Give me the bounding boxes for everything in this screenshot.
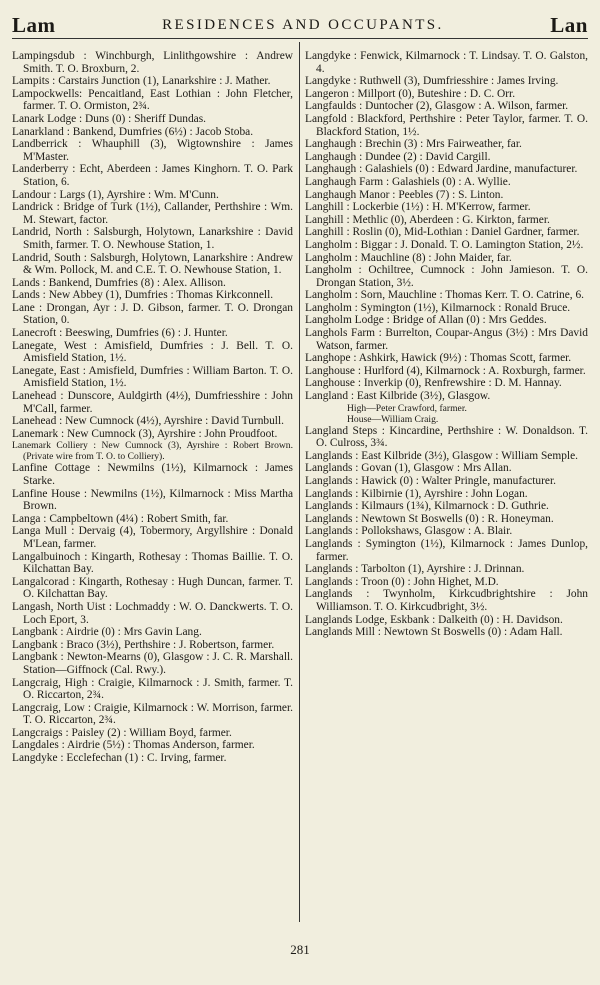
column-divider — [299, 42, 300, 922]
directory-entry: Langhouse : Hurlford (4), Kilmarnock : A. Roxburgh, farmer. — [305, 364, 586, 377]
directory-entry: Langhaugh : Dundee (2) : David Cargill. — [305, 150, 491, 163]
directory-entry: Langlands : Symington (1½), Kilmarnock : James Dunlop, farmer. — [305, 537, 588, 563]
directory-entry: Langholm : Biggar : J. Donald. T. O. Lamington Station, 2½. — [305, 238, 584, 251]
directory-entry: Langalcorad : Kingarth, Rothesay : Hugh Duncan, farmer. T. O. Kilchattan Bay. — [12, 575, 293, 601]
directory-entry: Langlands : Hawick (0) : Walter Pringle, manufacturer. — [305, 475, 556, 487]
directory-entry: Langhols Farm : Burrelton, Coupar-Angus (3½) : Mrs David Watson, farmer. — [305, 327, 588, 352]
directory-entry: Langlands Lodge, Eskbank : Dalkeith (0) : H. Davidson. — [305, 613, 563, 626]
page-number: 281 — [290, 942, 310, 957]
directory-entry: High—Peter Crawford, farmer. — [347, 402, 467, 414]
directory-entry: Langhill : Methlic (0), Aberdeen : G. Kirkton, farmer. — [305, 213, 550, 226]
directory-entry: Langbank : Braco (3½), Perthshire : J. Robertson, farmer. — [12, 638, 275, 651]
directory-entry: Langlands : Twynholm, Kirkcudbrightshire : John Williamson. T. O. Kirkcudbright, 3½. — [305, 588, 588, 613]
header-title: RESIDENCES AND OCCUPANTS. — [162, 16, 444, 33]
directory-entry: Langhill : Lockerbie (1½) : H. M'Kerrow, farmer. — [305, 201, 531, 214]
directory-entry: Lampingsdub : Winchburgh, Linlithgowshire : Andrew Smith. T. O. Broxburn, 2. — [12, 50, 293, 75]
right-column — [305, 50, 588, 932]
directory-entry: Langhaugh Farm : Galashiels (0) : A. Wyllie. — [305, 175, 511, 188]
directory-entry: Lanarkland : Bankend, Dumfries (6½) : Jacob Stoba. — [12, 125, 254, 138]
directory-entry: Langfold : Blackford, Perthshire : Peter Taylor, farmer. T. O. Blackford Station, 1½. — [305, 112, 588, 138]
directory-entry: Langcraig, High : Craigie, Kilmarnock : J. Smith, farmer. T. O. Riccarton, 2¾. — [12, 676, 293, 702]
directory-entry: Langland : East Kilbride (3½), Glasgow. — [305, 390, 491, 403]
directory-entry: Lands : New Abbey (1), Dumfries : Thomas Kirkconnell. — [12, 289, 274, 302]
directory-entry: Langholm : Sorn, Mauchline : Thomas Kerr. T. O. Catrine, 6. — [305, 289, 585, 302]
directory-entry: Langeron : Millport (0), Buteshire : D. C. Orr. — [305, 87, 516, 100]
directory-entry: Lanehead : New Cumnock (4½), Ayrshire : David Turnbull. — [12, 415, 284, 428]
directory-entry: Langdales : Airdrie (5½) : Thomas Anderson, farmer. — [12, 739, 255, 752]
directory-entry: Langholm Lodge : Bridge of Allan (0) : Mrs Geddes. — [305, 314, 547, 327]
directory-entry: Langdyke : Fenwick, Kilmarnock : T. Lindsay. T. O. Galston, 4. — [305, 50, 588, 75]
header-right-guide-word: Lan — [550, 12, 588, 37]
directory-entry: Lanecroft : Beeswing, Dumfries (6) : J. Hunter. — [12, 327, 228, 340]
directory-entry: Landrid, South : Salsburgh, Holytown, Lanarkshire : Andrew & Wm. Pollock, M. and C.E. T. O. Newhouse Station, 1. — [12, 251, 293, 277]
directory-entry: Lanemark : New Cumnock (3), Ayrshire : John Proudfoot. — [12, 427, 278, 440]
directory-entry: Lanehead : Dunscore, Auldgirth (4½), Dumfriesshire : John M'Call, farmer. — [12, 390, 293, 415]
left-column — [12, 50, 293, 932]
directory-entry: Lanfine Cottage : Newmilns (1½), Kilmarnock : James Starke. — [12, 462, 293, 487]
directory-entry: Lampits : Carstairs Junction (1), Lanarkshire : J. Mather. — [12, 75, 271, 88]
directory-entry: Lanfine House : Newmilns (1½), Kilmarnock : Miss Martha Brown. — [12, 487, 293, 513]
directory-entry: Langlands : Govan (1), Glasgow : Mrs Allan. — [305, 462, 512, 475]
directory-entry: Langbank : Airdrie (0) : Mrs Gavin Lang. — [12, 626, 202, 639]
directory-entry: Landberrick : Whauphill (3), Wigtownshire : James M'Master. — [12, 138, 293, 163]
directory-entry: Langland Steps : Kincardine, Perthshire : W. Donaldson. T. O. Culross, 3¾. — [305, 424, 588, 450]
directory-entry: Langlands : Kilmaurs (1¾), Kilmarnock : D. Guthrie. — [305, 500, 549, 513]
directory-entry: Lanemark Colliery : New Cumnock (3), Ayrshire : Robert Brown. (Private wire from T. O. to Colliery). — [12, 440, 293, 463]
directory-entry: Landrick : Bridge of Turk (1½), Callander, Perthshire : Wm. M. Stewart, factor. — [12, 201, 293, 226]
directory-entry: Langcraigs : Paisley (2) : William Boyd, farmer. — [12, 726, 232, 739]
directory-entry: Langlands : East Kilbride (3½), Glasgow : William Semple. — [305, 449, 578, 462]
directory-entry: Lane : Drongan, Ayr : J. D. Gibson, farmer. T. O. Drongan Station, 0. — [12, 301, 293, 327]
directory-entry: Langash, North Uist : Lochmaddy : W. O. Danckwerts. T. O. Loch Eport, 3. — [12, 600, 293, 626]
directory-entry: Langlands : Troon (0) : John Highet, M.D. — [305, 575, 499, 588]
directory-entry: Langhope : Ashkirk, Hawick (9½) : Thomas Scott, farmer. — [305, 352, 572, 365]
directory-entry: Langa : Campbeltown (4¼) : Robert Smith, far. — [12, 512, 229, 525]
directory-entry: Langlands : Kilbirnie (1), Ayrshire : John Logan. — [305, 487, 528, 500]
directory-entry: Langhouse : Inverkip (0), Renfrewshire : D. M. Hannay. — [305, 377, 562, 390]
directory-entry: Langhaugh Manor : Peebles (7) : S. Linton. — [305, 188, 504, 201]
directory-entry: Lanegate, East : Amisfield, Dumfries : William Barton. T. O. Amisfield Station, 1½. — [12, 364, 293, 390]
directory-entry: Langlands : Pollokshaws, Glasgow : A. Blair. — [305, 525, 513, 538]
directory-entry: Langholm : Ochiltree, Cumnock : John Jamieson. T. O. Drongan Station, 3½. — [305, 264, 588, 289]
running-header — [12, 12, 588, 39]
directory-entry: Lanark Lodge : Duns (0) : Sheriff Dundas. — [12, 112, 207, 125]
directory-entry: Langhaugh : Galashiels (0) : Edward Jardine, manufacturer. — [305, 163, 578, 176]
directory-entry: House—William Craig. — [347, 413, 439, 425]
directory-entry: Langholm : Symington (1½), Kilmarnock : Ronald Bruce. — [305, 301, 571, 314]
directory-entry: Langalbuinoch : Kingarth, Rothesay : Thomas Baillie. T. O. Kilchattan Bay. — [12, 550, 293, 576]
directory-entry: Langfaulds : Duntocher (2), Glasgow : A. Wilson, farmer. — [305, 100, 569, 113]
directory-entry: Langlands : Newtown St Boswells (0) : R. Honeyman. — [305, 512, 554, 525]
header-left-guide-word: Lam — [12, 12, 56, 37]
directory-entry: Langdyke : Ruthwell (3), Dumfriesshire : James Irving. — [305, 75, 559, 88]
directory-entry: Langlands : Tarbolton (1), Ayrshire : J. Drinnan. — [305, 563, 525, 576]
directory-entry: Lanegate, West : Amisfield, Dumfries : J. Bell. T. O. Amisfield Station, 1½. — [12, 339, 293, 365]
directory-entry: Langhill : Roslin (0), Mid-Lothian : Daniel Gardner, farmer. — [305, 226, 580, 239]
directory-entry: Langcraig, Low : Craigie, Kilmarnock : W. Morrison, farmer. T. O. Riccarton, 2¾. — [12, 701, 293, 727]
directory-entry: Langholm : Mauchline (8) : John Maider, far. — [305, 251, 512, 264]
directory-entry: Lands : Bankend, Dumfries (8) : Alex. Allison. — [12, 276, 226, 289]
directory-entry: Langdyke : Ecclefechan (1) : C. Irving, farmer. — [12, 752, 227, 765]
directory-entry: Landrid, North : Salsburgh, Holytown, Lanarkshire : David Smith, farmer. T. O. Newhouse Station, 1. — [12, 226, 293, 251]
directory-entry: Landour : Largs (1), Ayrshire : Wm. M'Cunn. — [12, 188, 219, 201]
directory-entry: Lampockwells: Pencaitland, East Lothian : John Fletcher, farmer. T. O. Ormiston, 2¾. — [12, 87, 293, 113]
directory-entry: Langlands Mill : Newtown St Boswells (0) : Adam Hall. — [305, 626, 563, 639]
directory-entry: Langhaugh : Brechin (3) : Mrs Fairweather, far. — [305, 138, 522, 151]
directory-entry: Langa Mull : Dervaig (4), Tobermory, Argyllshire : Donald M'Lean, farmer. — [12, 525, 293, 550]
directory-entry: Langbank : Newton-Mearns (0), Glasgow : J. C. R. Marshall. Station—Giffnock (Cal. Rwy.). — [12, 651, 293, 676]
directory-entry: Landerberry : Echt, Aberdeen : James Kinghorn. T. O. Park Station, 6. — [12, 163, 293, 188]
